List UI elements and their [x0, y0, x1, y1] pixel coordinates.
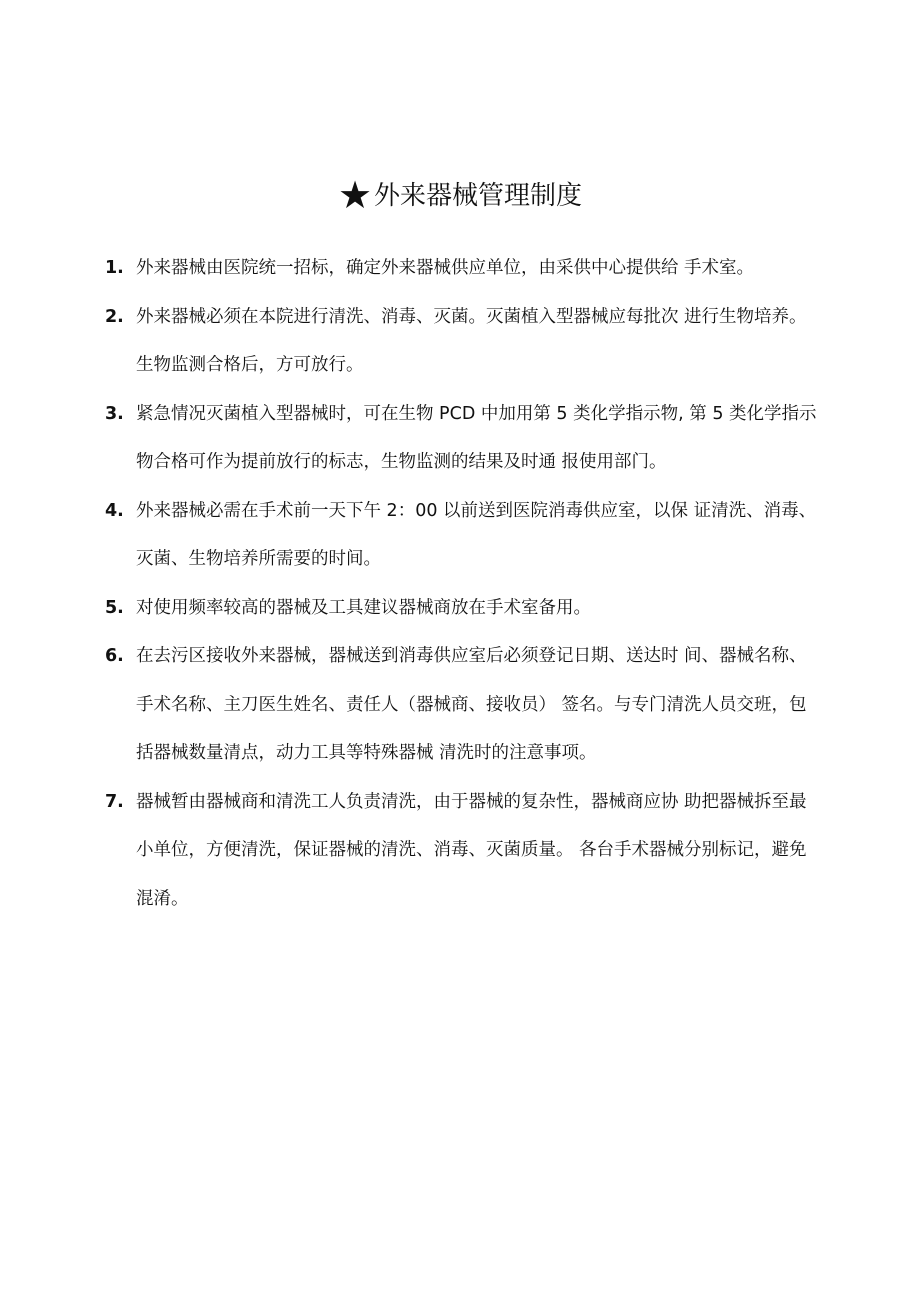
- rule-number: 1.: [105, 258, 124, 278]
- rule-number: 2.: [105, 306, 124, 327]
- rules-list: [105, 244, 817, 923]
- rule-text: 外来器械由医院统一招标，确定外来器械供应单位，由采供中心提供给 手术室。: [136, 258, 755, 278]
- rule-item-5: [105, 584, 817, 633]
- rule-number: 5.: [105, 597, 124, 618]
- document-title-text: 外来器械管理制度: [374, 181, 583, 211]
- rule-number: 4.: [105, 500, 124, 521]
- rule-text: 器械暂由器械商和清洗工人负责清洗，由于器械的复杂性，器械商应协 助把器械拆至最小单位，方便清洗，保证器械的清洗、消毒、灭菌质量。 各台手术器械分别标记，避免混淆。: [136, 791, 807, 909]
- rule-text: 对使用频率较高的器械及工具建议器械商放在手术室备用。: [136, 597, 591, 618]
- star-icon: ★: [337, 173, 373, 217]
- document-title: [0, 172, 920, 219]
- rule-item-1: [105, 244, 817, 293]
- rule-item-4: [105, 487, 817, 584]
- rule-text: 外来器械必需在手术前一天下午 2：00 以前送到医院消毒供应室，以保 证清洗、消毒、灭菌、生物培养所需要的时间。: [136, 500, 817, 569]
- rule-text: 紧急情况灭菌植入型器械时，可在生物 PCD 中加用第 5 类化学指示物, 第 5 类化学指示物合格可作为提前放行的标志，生物监测的结果及时通 报使用部门。: [136, 403, 817, 472]
- rule-item-7: [105, 778, 817, 924]
- rule-text: 外来器械必须在本院进行清洗、消毒、灭菌。灭菌植入型器械应每批次 进行生物培养。生物监测合格后，方可放行。: [136, 306, 807, 375]
- rule-number: 3.: [105, 403, 124, 424]
- rule-text: 在去污区接收外来器械，器械送到消毒供应室后必须登记日期、送达时 间、器械名称、手术名称、主刀医生姓名、责任人（器械商、接收员） 签名。与专门清洗人员交班，包括器械数量清点，动力工具等特殊器械 清洗时的注意事项。: [136, 646, 807, 763]
- rule-item-2: [105, 293, 817, 390]
- rule-number: 6.: [105, 646, 124, 666]
- rule-number: 7.: [105, 791, 124, 812]
- rule-item-3: [105, 390, 817, 487]
- rule-item-6: [105, 632, 817, 778]
